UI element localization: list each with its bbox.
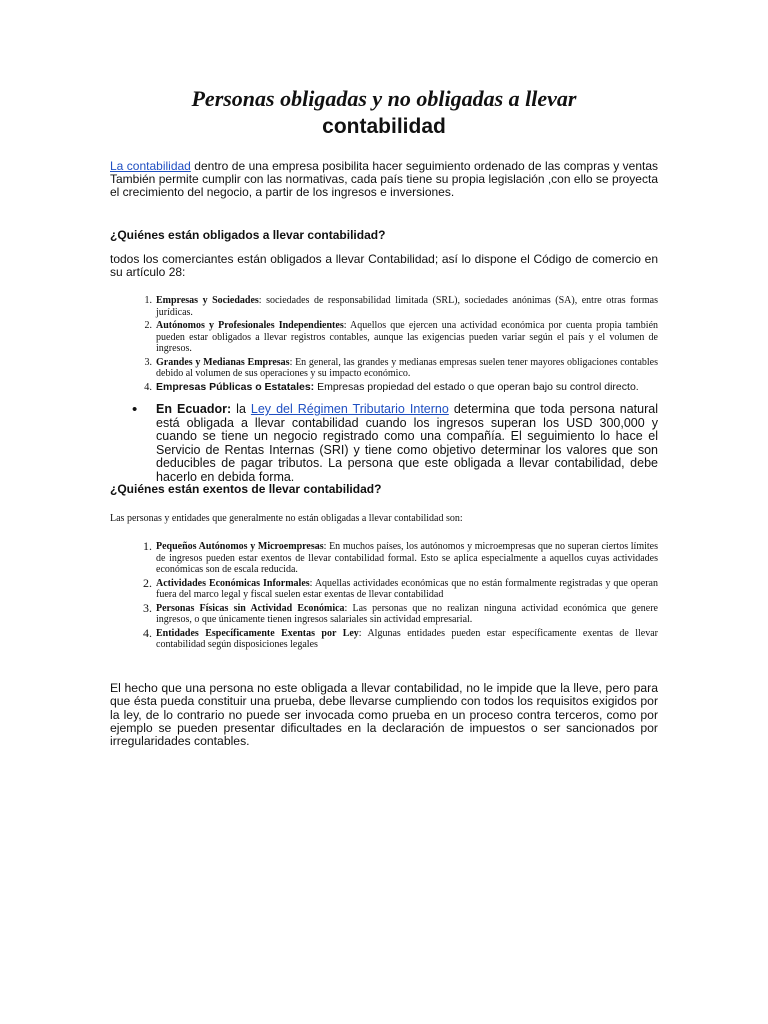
list-item: 4. Empresas Públicas o Estatales: Empresas propiedad del estado o que operan bajo su control directo. [144,380,639,393]
obligados-list [144,295,659,395]
list-item: 1. Empresas y Sociedades: sociedades de responsabilidad limitada (SRL), sociedades anónimas (SA), entre otras formas jurídicas. [144,295,658,318]
list-item: 1. Pequeños Autónomos y Microempresas: En muchos países, los autónomos y microempresas que no superan ciertos límites de ingresos pueden estar exentos de llevar contabilidad formal. Esto se aplica especialmente a aquellos cuyas actividades económicas son de escala reducida. [143,539,658,575]
intro-paragraph [110,160,658,199]
final-paragraph: El hecho que una persona no este obligada a llevar contabilidad, no le impide que la lleve, pero para que ésta pueda constituir una prueba, debe llevarse cumpliendo con todos los requisitos exigidos por la ley, de lo contrario no puede ser invocada como prueba en un proceso contra terceros, como por ejemplo se pueden presentar dificultades en la declaración de impuestos o ser sancionados por irregularidades contables. [110,681,658,749]
obligados-paragraph: todos los comerciantes están obligados a llevar Contabilidad; así lo dispone el Código de comercio en su artículo 28: [110,252,658,279]
exentos-paragraph: Las personas y entidades que generalmente no están obligadas a llevar contabilidad son: [110,513,463,524]
exentos-list [143,539,658,653]
title-line-2: contabilidad [322,115,446,138]
heading-obligados: ¿Quiénes están obligados a llevar contabilidad? [110,228,386,242]
list-item: 2. Autónomos y Profesionales Independientes: Aquellos que ejercen una actividad económica por cuenta propia también pueden estar obligados a llevar registros contables, aunque las exigencias pueden variar según el país y el volumen de ingresos. [144,320,659,354]
list-item: 2. Actividades Económicas Informales: Aquellas actividades económicas que no están formalmente registradas y que operan fuera del marco legal y fiscal suelen estar exentas de llevar contabilidad [143,575,658,600]
list-item: 3. Grandes y Medianas Empresas: En general, las grandes y medianas empresas suelen tener mayores obligaciones contables debido al volumen de sus operaciones y su impacto económico. [144,356,658,379]
ecuador-bullet: • En Ecuador: la Ley del Régimen Tributario Interno determina que toda persona natural está obligada a llevar contabilidad cuando los ingresos superan los USD 300,000 y cuando se tiene un negocio registrado como una compañía. El seguimiento lo hace el Servicio de Rentas Internas (SRI) y tiene como objetivo determinar los valores que son deducibles de pagar tributos. La persona que este obligada a llevar contabilidad, debe hacerlo en debida forma. [132,401,658,484]
list-item: 4. Entidades Específicamente Exentas por Ley: Algunas entidades pueden estar específicamente exentas de llevar contabilidad según disposiciones legales [143,625,658,650]
contabilidad-link[interactable]: La contabilidad [110,159,191,173]
intro-text: dentro de una empresa posibilita hacer seguimiento ordenado de las compras y ventas También permite cumplir con las normativas, cada país tiene su propia legislación ,con ello se proyecta el crecimiento del negocio, a partir de los ingresos e inversiones. [110,159,659,199]
list-item: 3. Personas Físicas sin Actividad Económica: Las personas que no realizan ninguna actividad económica que genere ingresos, o que únicamente tienen ingresos salariales sin actividad empresarial. [143,600,658,625]
ley-regimen-link[interactable]: Ley del Régimen Tributario Interno [250,402,449,416]
bullet-icon: • [132,401,138,418]
heading-exentos: ¿Quiénes están exentos de llevar contabilidad? [110,482,382,496]
title-line-1: Personas obligadas y no obligadas a llevar [191,86,577,111]
